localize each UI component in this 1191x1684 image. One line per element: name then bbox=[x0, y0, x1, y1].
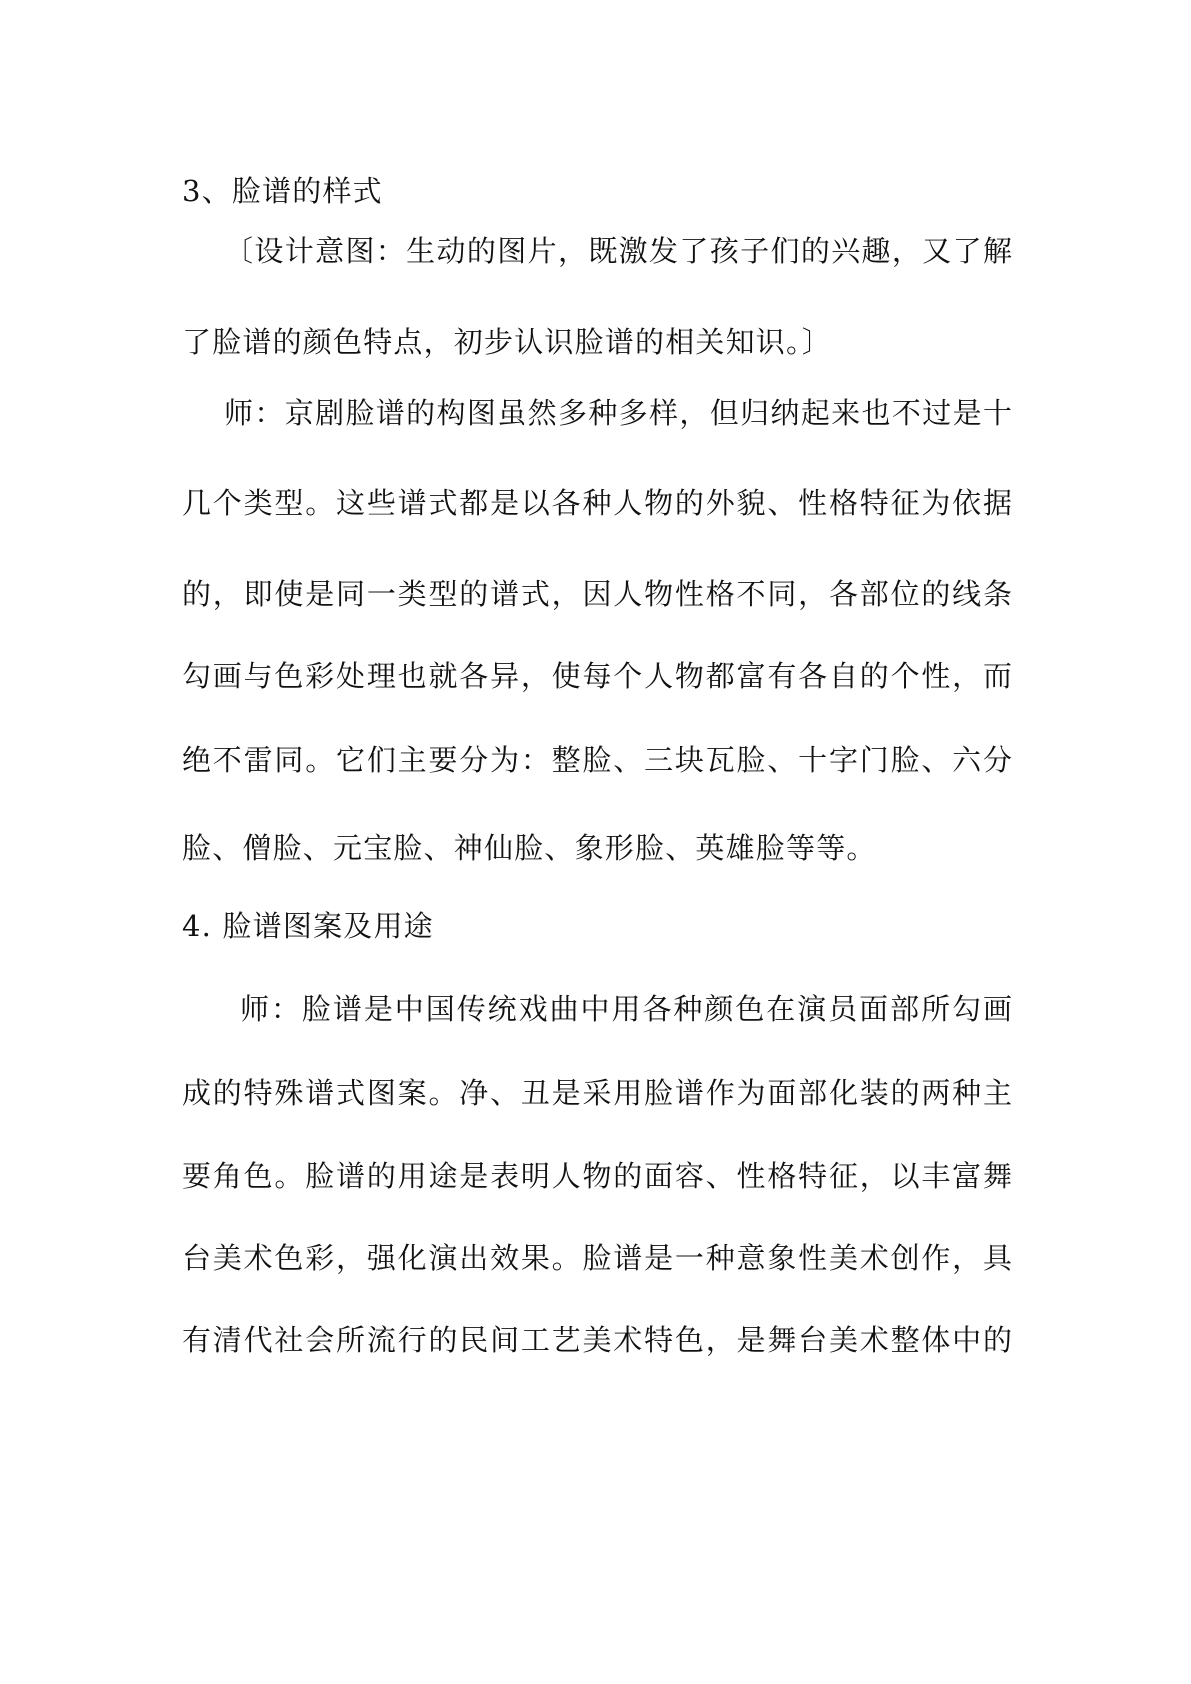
paragraph-line-2: 几个类型。这些谱式都是以各种人物的外貌、性格特征为依据 bbox=[182, 486, 1012, 520]
section-heading-4: 4. 脸谱图案及用途 bbox=[182, 909, 434, 943]
paragraph2-line-4: 台美术色彩，强化演出效果。脸谱是一种意象性美术创作，具 bbox=[182, 1241, 1012, 1275]
design-intent-line-1: 〔设计意图：生动的图片，既激发了孩子们的兴趣，又了解 bbox=[224, 234, 1012, 268]
design-intent-line-2: 了脸谱的颜色特点，初步认识脸谱的相关知识。〕 bbox=[182, 325, 832, 359]
section-heading-3: 3、脸谱的样式 bbox=[182, 174, 383, 208]
paragraph2-line-5: 有清代社会所流行的民间工艺美术特色，是舞台美术整体中的 bbox=[182, 1323, 1012, 1357]
paragraph-line-5: 绝不雷同。它们主要分为：整脸、三块瓦脸、十字门脸、六分 bbox=[182, 743, 1012, 777]
paragraph2-line-2: 成的特殊谱式图案。净、丑是采用脸谱作为面部化装的两种主 bbox=[182, 1076, 1012, 1110]
paragraph2-line-1: 师：脸谱是中国传统戏曲中用各种颜色在演员面部所勾画 bbox=[240, 992, 1012, 1026]
paragraph-line-3: 的，即使是同一类型的谱式，因人物性格不同，各部位的线条 bbox=[182, 577, 1012, 611]
paragraph-line-4: 勾画与色彩处理也就各异，使每个人物都富有各自的个性，而 bbox=[182, 659, 1012, 693]
paragraph-line-6: 脸、僧脸、元宝脸、神仙脸、象形脸、英雄脸等等。 bbox=[182, 831, 877, 865]
paragraph-line-1: 师：京剧脸谱的构图虽然多种多样，但归纳起来也不过是十 bbox=[224, 396, 1012, 430]
paragraph2-line-3: 要角色。脸谱的用途是表明人物的面容、性格特征，以丰富舞 bbox=[182, 1159, 1012, 1193]
